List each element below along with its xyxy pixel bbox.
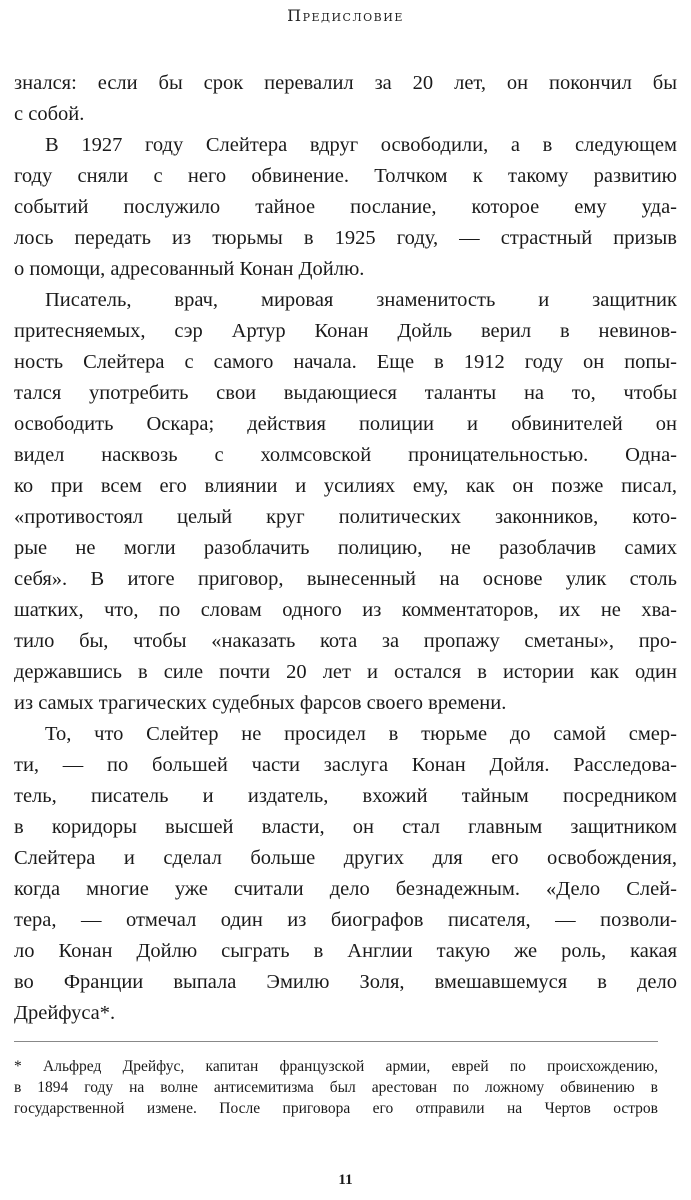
- text-line: ко при всем его влиянии и усилиях ему, как он позже писал,: [14, 475, 677, 497]
- text-line: когда многие уже считали дело безнадежным. «Дело Слей-: [14, 878, 677, 900]
- text-line: тался употребить свои выдающиеся таланты на то, чтобы: [14, 382, 677, 404]
- text-line: Писатель, врач, мировая знаменитость и защитник: [45, 289, 677, 311]
- text-line: шатких, что, по словам одного из комментаторов, их не хва-: [14, 599, 677, 621]
- text-line: знался: если бы срок перевалил за 20 лет, он покончил бы: [14, 72, 677, 94]
- text-line: во Франции выпала Эмилю Золя, вмешавшемуся в дело: [14, 971, 677, 993]
- footnote: [14, 1056, 658, 1119]
- footnote-line: * Альфред Дрейфус, капитан французской армии, еврей по происхождению,: [14, 1058, 658, 1075]
- paragraph: [14, 130, 677, 285]
- text-line: притесняемых, сэр Артур Конан Дойль верил в невинов-: [14, 320, 677, 342]
- text-line: видел насквозь с холмсовской проницательностью. Одна-: [14, 444, 677, 466]
- text-line: ность Слейтера с самого начала. Еще в 1912 году он попы-: [14, 351, 677, 373]
- text-line: тель, писатель и издатель, вхожий тайным посредником: [14, 785, 677, 807]
- text-line: году сняли с него обвинение. Толчком к такому развитию: [14, 165, 677, 187]
- text-line: рые не могли разоблачить полицию, не разоблачив самих: [14, 537, 677, 559]
- text-line: тера, — отмечал один из биографов писателя, — позволи-: [14, 909, 677, 931]
- footnote-line: в 1894 году на волне антисемитизма был арестован по ложному обвинению в: [14, 1079, 658, 1096]
- text-line: ло Конан Дойлю сыграть в Англии такую же роль, какая: [14, 940, 677, 962]
- text-line: освободить Оскара; действия полиции и обвинителей он: [14, 413, 677, 435]
- text-line: тило бы, чтобы «наказать кота за пропажу сметаны», про-: [14, 630, 677, 652]
- text-line: событий послужило тайное послание, которое ему уда-: [14, 196, 677, 218]
- text-line: В 1927 году Слейтера вдруг освободили, а в следующем: [45, 134, 677, 156]
- text-line: с собой.: [14, 103, 85, 125]
- paragraph: [14, 285, 677, 719]
- text-line: себя». В итоге приговор, вынесенный на основе улик столь: [14, 568, 677, 590]
- text-line: То, что Слейтер не просидел в тюрьме до самой смер-: [45, 723, 677, 745]
- text-line: в коридоры высшей власти, он стал главным защитником: [14, 816, 677, 838]
- footnote-divider: [14, 1041, 658, 1042]
- footnote-line: государственной измене. После приговора его отправили на Чертов остров: [14, 1100, 658, 1117]
- text-line: о помощи, адресованный Конан Дойлю.: [14, 258, 365, 280]
- text-line: Дрейфуса*.: [14, 1002, 116, 1024]
- text-line: лось передать из тюрьмы в 1925 году, — страстный призыв: [14, 227, 677, 249]
- main-text: [14, 68, 677, 1029]
- paragraph: [14, 68, 677, 130]
- text-line: Слейтера и сделал больше других для его освобождения,: [14, 847, 677, 869]
- text-line: «противостоял целый круг политических законников, кото-: [14, 506, 677, 528]
- page-number: 11: [338, 1172, 353, 1188]
- running-head: Предисловие: [287, 6, 404, 25]
- text-line: из самых трагических судебных фарсов своего времени.: [14, 692, 507, 714]
- paragraph: [14, 719, 677, 1029]
- text-line: державшись в силе почти 20 лет и остался в истории как один: [14, 661, 677, 683]
- text-line: ти, — по большей части заслуга Конан Дойля. Расследова-: [14, 754, 677, 776]
